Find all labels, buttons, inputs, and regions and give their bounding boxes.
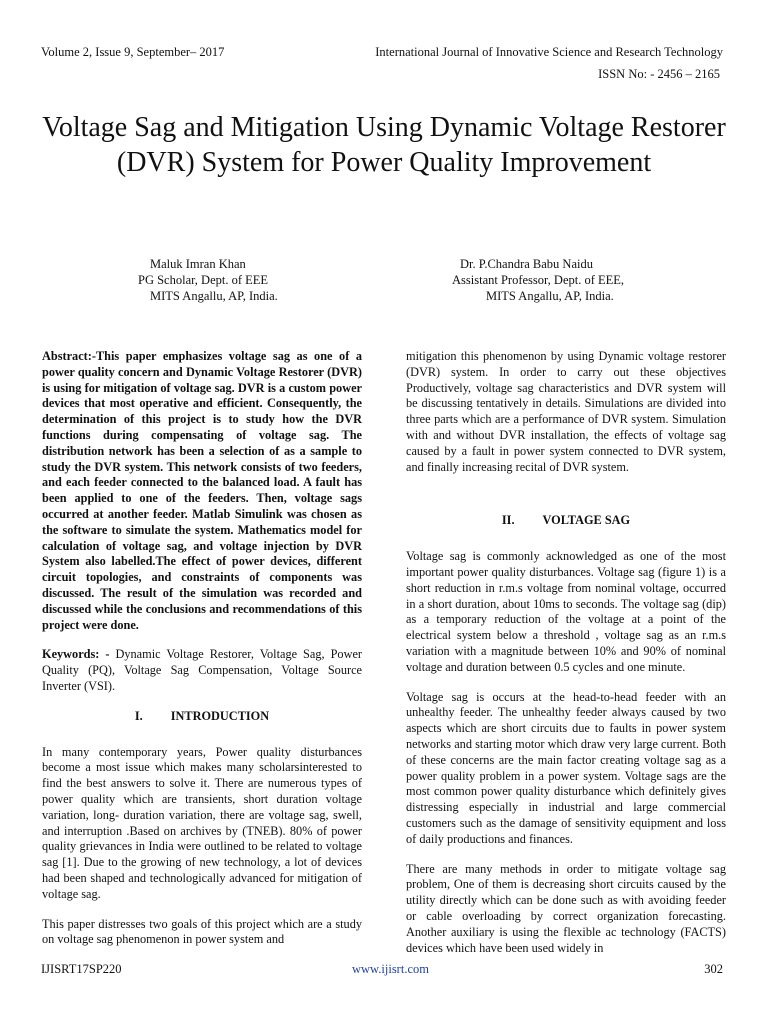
- left-column: [42, 349, 362, 962]
- section-heading-introduction: [42, 709, 362, 725]
- keywords-text: Dynamic Voltage Restorer, Voltage Sag, Power Quality (PQ), Voltage Sag Compensation, Voltage Source Inverter (VSI).: [42, 647, 363, 693]
- paper-title: Voltage Sag and Mitigation Using Dynamic Voltage Restorer (DVR) System for Power Quality Improvement: [42, 112, 726, 178]
- intro-paragraph-1: In many contemporary years, Power quality disturbances become a most issue which makes many scholarsinterested to find the best answers to solve it. There are numerous types of power quality which are transients, short duration voltage variation, long- duration variation, there are voltage sag, swell, and interruption .Based on archives by (TNEB). 80% of power quality grievances in India were outlined to be related to voltage sag [1]. Due to the growing of new technology, a lot of devices had been shaped and technologically advanced for mitigation of voltage sag.: [42, 744, 362, 901]
- header-journal-name: International Journal of Innovative Science and Research Technology: [375, 45, 723, 59]
- author-name: Maluk Imran Khan: [150, 257, 246, 271]
- right-column: [406, 349, 726, 970]
- section-number: I.: [134, 708, 143, 723]
- author-role: Assistant Professor, Dept. of EEE,: [452, 273, 625, 287]
- section-title: VOLTAGE SAG: [542, 513, 631, 528]
- section-heading-voltage-sag: [406, 513, 726, 529]
- sag-paragraph-3: There are many methods in order to mitigate voltage sag problem, One of them is decreasing short circuits caused by the utility directly which can be done such as with avoiding feeder or cable overloading by correct organization forecasting. Another auxiliary is using the flexible ac technology (FACTS) devices which have been used widely in: [406, 861, 726, 955]
- author-role: PG Scholar, Dept. of EEE: [138, 273, 269, 287]
- footer-paper-id: IJISRT17SP220: [41, 962, 122, 976]
- header-volume: Volume 2, Issue 9, September– 2017: [41, 45, 225, 59]
- author-name: Dr. P.Chandra Babu Naidu: [460, 257, 593, 271]
- header-issn: ISSN No: - 2456 – 2165: [598, 67, 720, 81]
- abstract: Abstract:-This paper emphasizes voltage sag as one of a power quality concern and Dynamic Voltage Restorer (DVR) is using for mitigation of voltage sag. DVR is a custom power devices that most operative and efficient. Consequently, the determination of this project is to study how the DVR functions during compensating of voltage sag. The distribution network has been a selection of as a sample to study the DVR system. This network consists of two feeders, and each feeder connected to the balanced load. A fault has been applied to one of the feeders. Then, voltage sags occurred at another feeder. Matlab Simulink was chosen as the software to simulate the system. Mathematics model for calculation of voltage sag, and voltage injection by DVR System also labelled.The effect of power devices, different circuit topologies, and constraints of components was discussed. The result of the simulation was recorded and discussed while the conclusions and recommendations of this project were done.: [42, 349, 362, 632]
- intro-paragraph-2: This paper distresses two goals of this project which are a study on voltage sag phenomenon in power system and: [42, 916, 362, 947]
- author-block-1: [138, 256, 278, 304]
- footer-page-number: 302: [704, 962, 723, 976]
- author-block-2: [452, 256, 624, 304]
- footer-url-link[interactable]: www.ijisrt.com: [352, 962, 429, 976]
- author-affiliation: MITS Angallu, AP, India.: [150, 289, 278, 303]
- sag-paragraph-1: Voltage sag is commonly acknowledged as one of the most important power quality disturbances. Voltage sag (figure 1) is a short reduction in r.m.s voltage from nominal voltage, occurred in a short duration, about 10ms to seconds. The voltage sag (dip) as a temporary reduction of the voltage at a point of the electrical system below a threshold , voltage sag as an r.m.s variation with a magnitude between 10% and 90% of nominal voltage and duration between 0.5 cycles and one minute.: [406, 549, 726, 674]
- section-title: INTRODUCTION: [170, 708, 270, 723]
- sag-paragraph-2: Voltage sag is occurs at the head-to-head feeder with an unhealthy feeder. The unhealthy feeder always caused by two aspects which are short circuits due to faults in power system networks and starting motor which draw very large current. Both of these concerns are the main factor creating voltage sag as a power quality problem in a power system. Voltage sags are the most common power quality disturbance which definitely gives distressing especially in industrial and large commercial customers such as the damage of sensitivity equipment and loss of daily productions and finances.: [406, 689, 726, 846]
- section-number: II.: [501, 513, 515, 528]
- author-affiliation: MITS Angallu, AP, India.: [486, 289, 614, 303]
- intro-paragraph-continued: mitigation this phenomenon by using Dynamic voltage restorer (DVR) system. In order to carry out these objectives Productively, voltage sag characteristics and DVR system will be discussing tentatively in details. Simulations are divided into three parts which are a performance of DVR system. Simulation with and without DVR installation, the effects of voltage sag caused by a fault in power system connected to DVR system, and finally increasing recital of DVR system.: [406, 349, 726, 474]
- keywords: [42, 647, 362, 694]
- keywords-label: Keywords: -: [42, 647, 110, 662]
